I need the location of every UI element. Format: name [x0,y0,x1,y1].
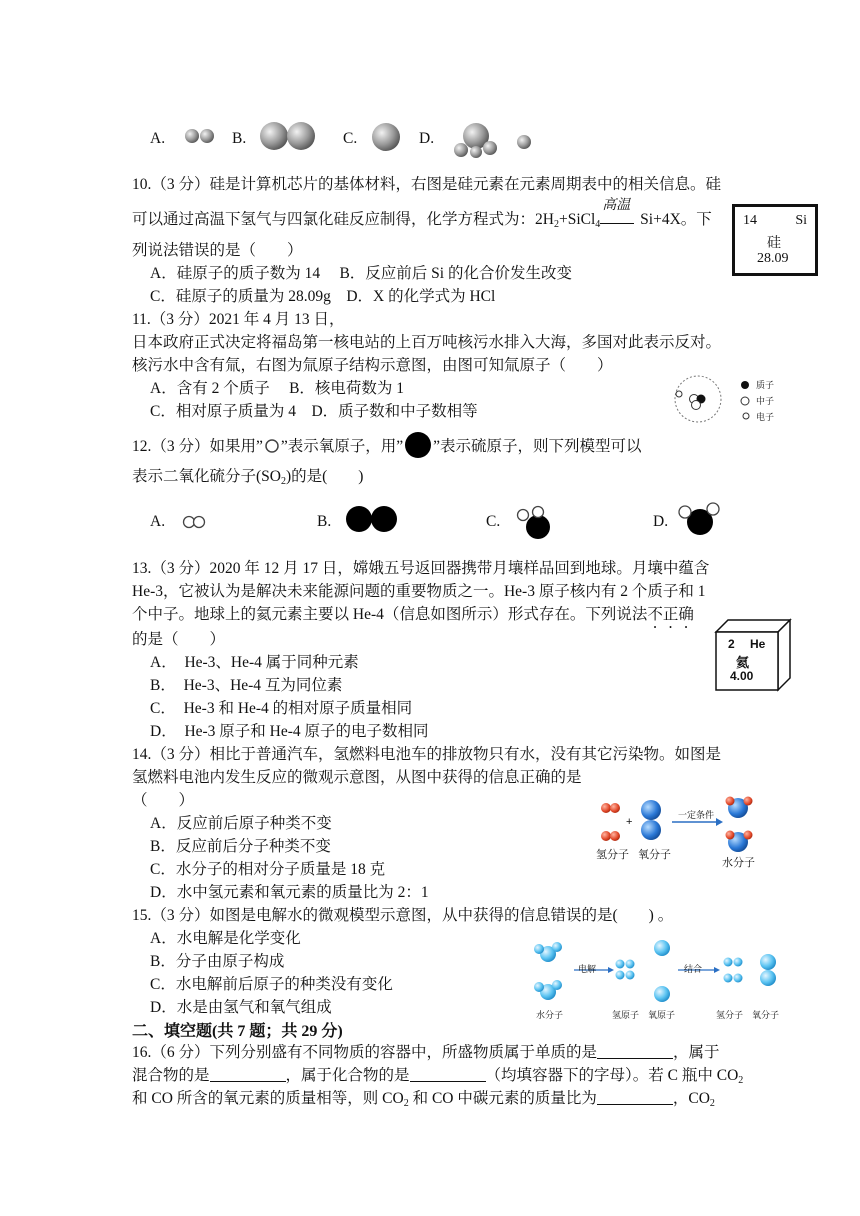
section-title-fill-in: 二、填空题(共 7 题；共 29 分) [132,1023,343,1040]
answer-blank-2[interactable] [210,1065,286,1082]
q9-option-c: C. [343,130,358,147]
q13-text-line3: 个中子。地球上的氦元素主要以 He-4（信息如图所示）形式存在。下列说法不正确 [132,606,694,623]
sulfur-atom-icon [403,431,433,459]
q10-options-cd: C．硅原子的质量为 28.09g D．X 的化学式为 HCl [150,288,496,305]
plus-sign: + [626,816,633,828]
q13-text-line1: 13.（3 分）2020 年 12 月 17 日，嫦娥五号返回器携带月壤样品回到地球。月壤中蕴含 [132,560,710,577]
q10-text-line2: 可以通过高温下氢气与四氯化硅反应制得，化学方程式为：$2H_2+SiCl_4$ 高温 Si+4X。下 [132,209,712,236]
q11-text-line1: 11.（3 分）2021 年 4 月 13 日， [132,311,345,328]
q9-small-atom-icon [514,132,534,152]
q13-text-line2: He-3，它被认为是解决未来能源问题的重要物质之一。He-3 原子核内有 2 个质子和 1 [132,583,706,600]
q14-text-line2: 氢燃料电池内发生反应的微观示意图，从图中获得的信息正确的是 [132,769,582,786]
q12-option-d: D. [653,513,669,530]
answer-blank-1[interactable] [597,1042,673,1059]
q14-text-line3: （ ） [132,792,195,809]
q13-option-c: C． He-3 和 He-4 的相对原子质量相同 [150,700,413,717]
combine-label: 结合 [684,964,703,974]
hydrogen-molecule-label: 氢分子 [596,849,629,861]
q15-option-a: A．水电解是化学变化 [150,930,301,947]
q14-option-c: C．水分子的相对分子质量是 18 克 [150,861,386,878]
q10-options-ab: A．硅原子的质子数为 14 B．反应前后 Si 的化合价发生改变 [150,265,572,282]
q9-atom-c-icon [370,122,402,152]
q9-molecule-d-icon [452,120,500,160]
tritium-atom-diagram [668,374,728,424]
answer-blank-3[interactable] [410,1065,486,1082]
electrolysis-label: 电解 [578,964,597,974]
element-name: 硅 [767,236,781,251]
reaction-condition: 高温 [602,198,631,213]
element-number: 14 [743,213,757,228]
water-electrolysis-diagram [528,936,790,1008]
emphasized-not-correct: 不正确 [647,606,694,623]
q14-option-d: D．水中氢元素和氧元素的质量比为 2：1 [150,884,429,901]
q12-model-c-icon [514,505,554,541]
oxygen-molecule-label: 氧分子 [638,849,671,861]
q12-model-a-icon [182,514,208,530]
hydrogen-molecule-label-2: 氢分子 [716,1010,744,1020]
q9-molecule-b-icon [258,120,318,152]
q12-model-d-icon [676,500,722,540]
q12-option-c: C. [486,513,501,530]
element-mass: 28.09 [757,251,789,266]
hydrogen-atom-label: 氢原子 [612,1010,640,1020]
q9-option-a: A. [150,130,166,147]
q12-option-b: B. [317,513,332,530]
q16-text-line2: 混合物的是 ，属于化合物的是 （均填容器下的字母）。若 C 瓶中 $CO_2$ [132,1067,744,1086]
q14-option-a: A．反应前后原子种类不变 [150,815,332,832]
he-element-symbol: He [750,637,766,651]
q15-text-line1: 15.（3 分）如图是电解水的微观模型示意图，从中获得的信息错误的是( ) 。 [132,907,674,924]
oxygen-atom-icon [263,438,281,454]
he-element-mass: 4.00 [730,669,754,683]
q16-text-line1: 16.（6 分）下列分别盛有不同物质的容器中，所盛物质属于单质的是 ，属于 [132,1044,720,1061]
q15-option-d: D．水是由氢气和氧气组成 [150,999,332,1016]
q9-molecule-a-icon [183,126,217,146]
q13-option-b: B． He-3、He-4 互为同位素 [150,677,343,694]
q14-text-line1: 14.（3 分）相比于普通汽车，氢燃料电池车的排放物只有水，没有其它污染物。如图是 [132,746,722,763]
water-molecule-label: 水分子 [722,857,755,869]
q10-text-line1: 10.（3 分）硅是计算机芯片的基体材料，右图是硅元素在元素周期表中的相关信息。硅 [132,176,722,193]
q15-option-b: B．分子由原子构成 [150,953,285,970]
q12-model-b-icon [345,504,399,534]
q11-text-line2: 日本政府正式决定将福岛第一核电站的上百万吨核污水排入大海，多国对此表示反对。 [132,334,722,351]
element-symbol: Si [795,213,807,228]
q14-option-b: B．反应前后分子种类不变 [150,838,331,855]
q12-text-line1: 12.（3 分）如果用” ”表示氧原子，用” ”表示硫原子，则下列模型可以 [132,431,642,459]
q13-text-line4: 的是（ ） [132,631,226,648]
q11-options-ab: A．含有 2 个质子 B．核电荷数为 1 [150,380,405,397]
neutron-icon [740,396,750,406]
q9-option-d: D. [419,130,435,147]
condition-label: 一定条件 [678,810,715,820]
water-molecule-label-2: 水分子 [536,1010,564,1020]
q16-text-line3: 和 CO 所含的氧元素的质量相等，则 $CO_2$ 和 CO 中碳元素的质量比为 ，$CO_2$ [132,1090,715,1109]
electron-icon [741,411,751,421]
he-element-number: 2 [728,637,735,651]
silicon-element-card [732,204,818,276]
q13-option-a: A． He-3、He-4 属于同种元素 [150,654,359,671]
q12-text-line2: 表示二氧化硫分子$(SO_2)$的是( ) [132,468,364,487]
q9-option-b: B. [232,130,247,147]
q13-option-d: D． He-3 原子和 He-4 原子的电子数相同 [150,723,429,740]
q12-option-a: A. [150,513,166,530]
he-element-name: 氦 [736,655,750,670]
proton-icon [740,380,750,390]
q15-option-c: C．水电解前后原子的种类没有变化 [150,976,393,993]
oxygen-molecule-label-2: 氧分子 [752,1010,780,1020]
answer-blank-4[interactable] [597,1088,673,1105]
q10-text-line3: 列说法错误的是（ ） [132,242,303,259]
oxygen-atom-label: 氧原子 [648,1010,676,1020]
q11-options-cd: C．相对原子质量为 4 D．质子数和中子数相等 [150,403,478,420]
q11-text-line3: 核污水中含有氚，右图为氚原子结构示意图，由图可知氚原子（ ） [132,357,613,374]
